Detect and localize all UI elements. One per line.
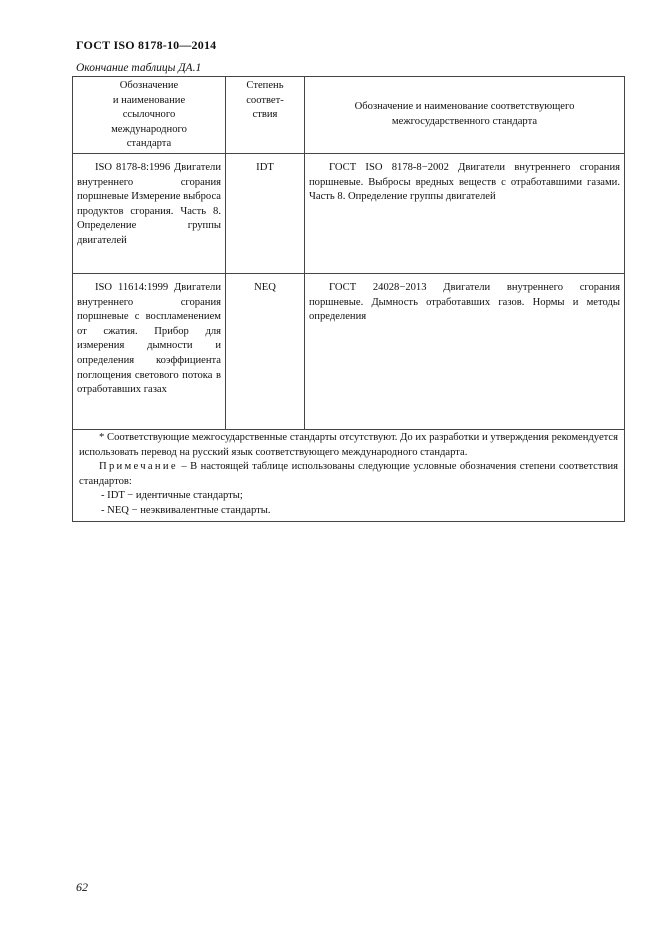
page-number: 62 [76,880,88,894]
standards-table [72,76,625,522]
table-caption: Окончание таблицы ДА.1 [76,62,202,74]
reference-standard-cell: ISO 8178-8:1996 Двигатели внутреннего сгорания поршневые Измерение выброса продуктов сгорания. Часть 8. Определение группы двигателей [73,154,226,274]
note-paragraph [79,460,618,489]
asterisk-footnote: * Соответствующие межгосударственные стандарты отсутствуют. До их разработки и утверждения рекомендуется использовать перевод на русский язык соответствующего международного стандарта. [79,432,618,458]
header-reference-standard: Обозначение и наименование ссылочного международного стандарта [73,77,226,154]
note-item-neq: - NEQ − неэквивалентные стандарты. [101,504,271,516]
interstate-standard-cell: ГОСТ 24028−2013 Двигатели внутреннего сгорания поршневые. Дымность отработавших газов. Нормы и методы определения [305,274,625,430]
document-code: ГОСТ ISO 8178-10—2014 [76,38,217,52]
table-row [73,274,625,430]
footnote-row [73,430,625,522]
note-item-idt: - IDT − идентичные стандарты; [101,490,243,502]
header-degree-of-conformity: Степень соответ- ствия [226,77,305,154]
degree-cell: IDT [226,154,305,274]
header-interstate-standard: Обозначение и наименование соответствующего межгосударственного стандарта [305,77,625,154]
table-row [73,154,625,274]
reference-standard-cell: ISO 11614:1999 Двигатели внутреннего сгорания поршневые с воспламенением от сжатия. Прибор для измерения дымности и определения коэффициента поглощения светового потока в отработавших газах [73,274,226,430]
footnote-cell [73,430,625,522]
degree-cell: NEQ [226,274,305,430]
interstate-standard-cell: ГОСТ ISO 8178-8−2002 Двигатели внутреннего сгорания поршневые. Выбросы вредных веществ с отработавшими газами. Часть 8. Определение группы двигателей [305,154,625,274]
note-text: – В настоящей таблице использованы следующие условные обозначения степени соответствия стандартов: [79,461,618,487]
note-label: Примечание [99,461,178,473]
table-header-row [73,77,625,154]
